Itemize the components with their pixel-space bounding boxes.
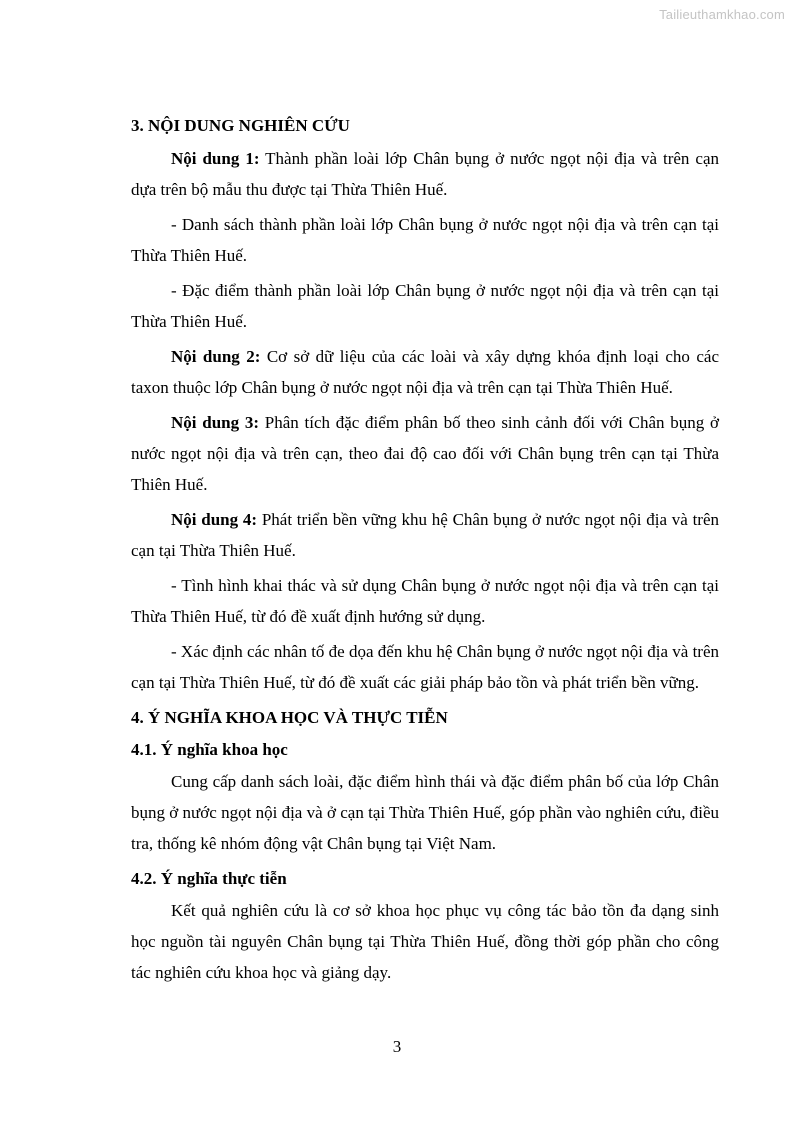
section-4-heading: 4. Ý NGHĨA KHOA HỌC VÀ THỰC TIỄN — [131, 708, 448, 727]
content-4-bullet-2: - Xác định các nhân tố đe dọa đến khu hệ Chân bụng ở nước ngọt nội địa và trên cạn tại Thừa Thiên Huế, từ đó đề xuất các giải pháp bảo tồn và phát triển bền vững. — [131, 642, 719, 692]
section-4-1-heading: 4.1. Ý nghĩa khoa học — [131, 740, 288, 759]
content-1-bullet-1: - Danh sách thành phần loài lớp Chân bụng ở nước ngọt nội địa và trên cạn tại Thừa Thiên Huế. — [131, 215, 719, 265]
content-4-text: Phát triển bền vững khu hệ Chân bụng ở nước ngọt nội địa và trên cạn tại Thừa Thiên Huế. — [131, 510, 719, 560]
content-3-text: Phân tích đặc điểm phân bố theo sinh cảnh đối với Chân bụng ở nước ngọt nội địa và trên cạn, theo đai độ cao đối với Chân bụng trên cạn tại Thừa Thiên Huế. — [131, 413, 719, 494]
section-4-2-heading: 4.2. Ý nghĩa thực tiễn — [131, 869, 287, 888]
content-4-label: Nội dung 4: — [171, 510, 258, 529]
page-number: 3 — [392, 1037, 402, 1056]
section-3-heading: 3. NỘI DUNG NGHIÊN CỨU — [131, 116, 350, 135]
document-body — [131, 110, 719, 992]
section-4-1-text: Cung cấp danh sách loài, đặc điểm hình thái và đặc điểm phân bố của lớp Chân bụng ở nước ngọt nội địa và ở cạn tại Thừa Thiên Huế, góp phần vào nghiên cứu, điều tra, thống kê nhóm động vật Chân bụng tại Việt Nam. — [131, 772, 719, 853]
watermark-text: Tailieuthamkhao.com — [659, 7, 785, 22]
content-4-paragraph — [131, 504, 719, 566]
content-2-label: Nội dung 2: — [171, 347, 261, 366]
content-2-text: Cơ sở dữ liệu của các loài và xây dựng khóa định loại cho các taxon thuộc lớp Chân bụng ở nước ngọt nội địa và trên cạn tại Thừa Thiên Huế. — [131, 347, 720, 397]
section-4-2-text: Kết quả nghiên cứu là cơ sở khoa học phục vụ công tác bảo tồn đa dạng sinh học nguồn tài nguyên Chân bụng tại Thừa Thiên Huế, đồng thời góp phần cho công tác nghiên cứu khoa học và giảng dạy. — [131, 901, 719, 982]
content-3-paragraph — [131, 407, 719, 500]
content-1-text: Thành phần loài lớp Chân bụng ở nước ngọt nội địa và trên cạn dựa trên bộ mẫu thu được tại Thừa Thiên Huế. — [131, 149, 720, 199]
content-2-paragraph — [131, 341, 719, 403]
content-3-label: Nội dung 3: — [171, 413, 260, 432]
content-1-bullet-2: - Đặc điểm thành phần loài lớp Chân bụng ở nước ngọt nội địa và trên cạn tại Thừa Thiên Huế. — [131, 281, 719, 331]
content-1-paragraph — [131, 143, 719, 205]
content-4-bullet-1: - Tình hình khai thác và sử dụng Chân bụng ở nước ngọt nội địa và trên cạn tại Thừa Thiên Huế, từ đó đề xuất định hướng sử dụng. — [131, 576, 719, 626]
content-1-label: Nội dung 1: — [171, 149, 260, 168]
